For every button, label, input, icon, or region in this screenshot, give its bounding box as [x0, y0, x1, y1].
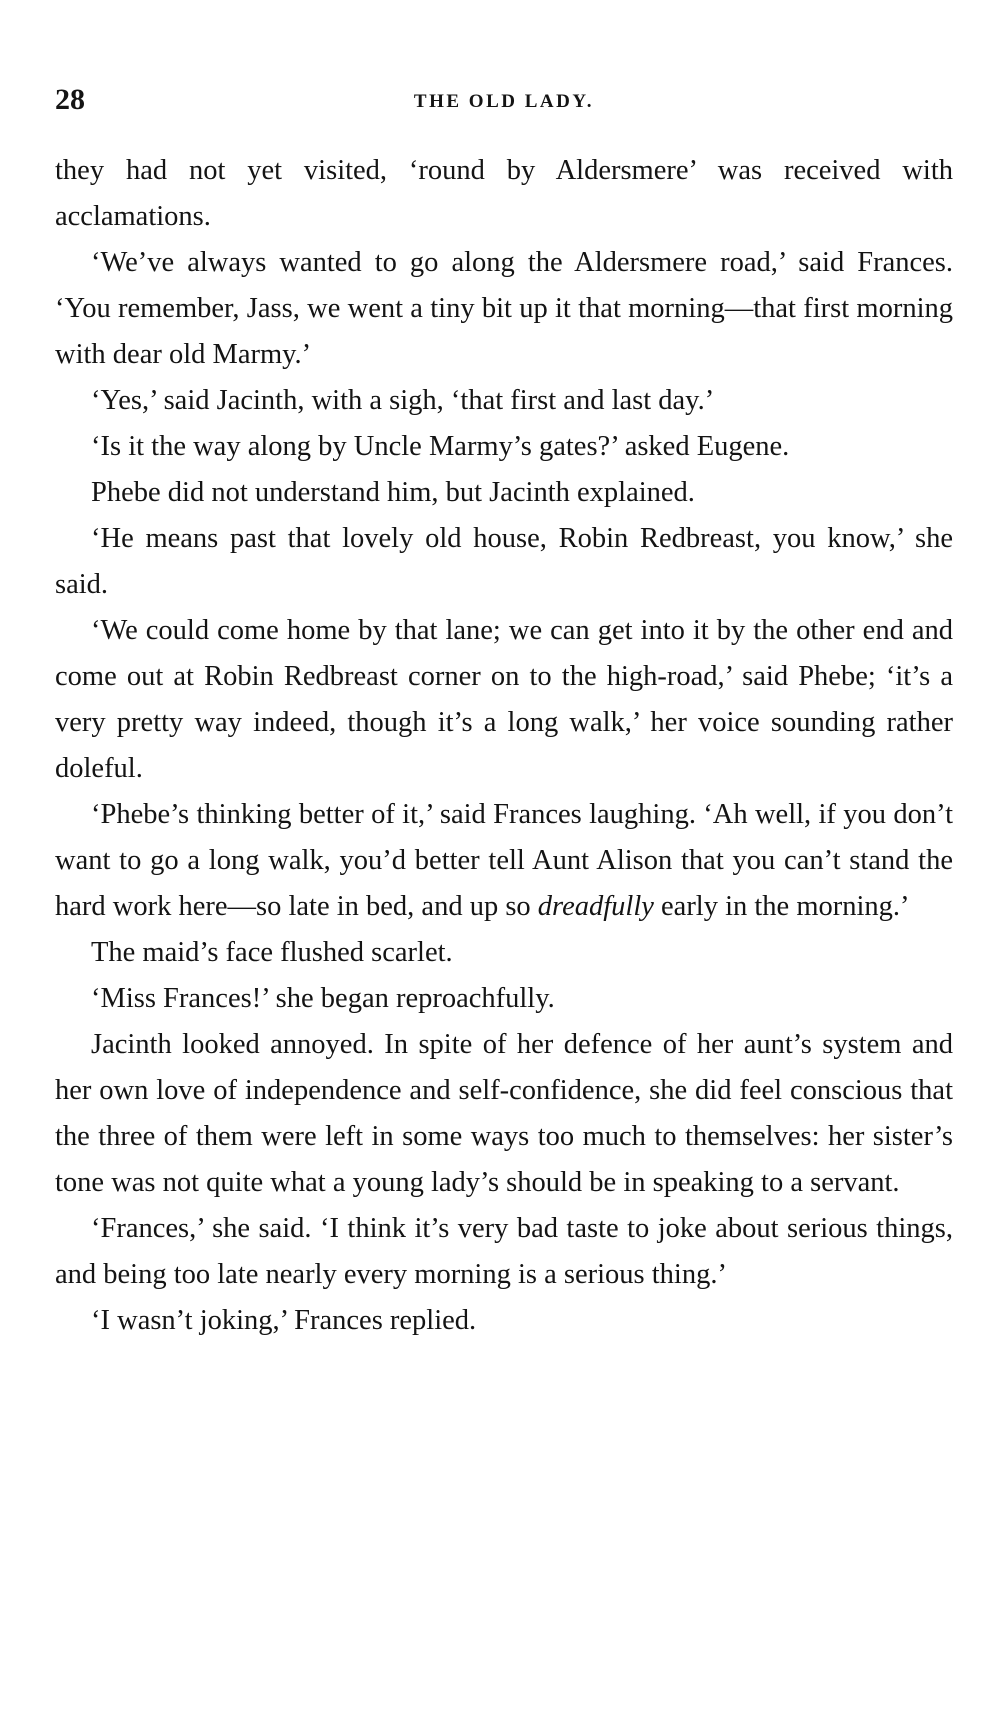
page-header — [55, 80, 953, 120]
running-head: THE OLD LADY. — [413, 91, 595, 112]
paragraph — [55, 424, 953, 470]
paragraph — [55, 470, 953, 516]
text-run: ‘We’ve always wanted to go along the Aldersmere road,’ said Frances. ‘You remember, Jass, we went a tiny bit up it that morning—that first morning with dear old Marmy.’ — [55, 247, 953, 370]
paragraph — [55, 1022, 953, 1206]
paragraph — [55, 240, 953, 378]
paragraph — [55, 976, 953, 1022]
paragraph — [55, 148, 953, 240]
text-run: ‘I wasn’t joking,’ Frances replied. — [91, 1305, 477, 1336]
text-run: ‘We could come home by that lane; we can get into it by the other end and come out at Robin Redbreast corner on to the high-road,’ said Phebe; ‘it’s a very pretty way indeed, though it’s a long walk,’ her voice sounding rather doleful. — [55, 615, 953, 784]
paragraph — [55, 378, 953, 424]
text-run: ‘Is it the way along by Uncle Marmy’s gates?’ asked Eugene. — [91, 431, 790, 462]
text-run: ‘He means past that lovely old house, Robin Redbreast, you know,’ she said. — [55, 523, 953, 600]
text-run: early in the morning.’ — [653, 891, 910, 922]
paragraph — [55, 1298, 953, 1344]
text-run: ‘Phebe’s thinking better of it,’ said Frances laughing. ‘Ah well, if you don’t want to go a long walk, you’d better tell Aunt Alison that you can’t stand the hard work here—so late in bed, and up so — [55, 799, 953, 922]
text-run: Phebe did not understand him, but Jacinth explained. — [91, 477, 695, 508]
paragraph — [55, 516, 953, 608]
text-run: they had not yet visited, ‘round by Aldersmere’ was received with acclamations. — [55, 155, 953, 232]
text-run: Jacinth looked annoyed. In spite of her defence of her aunt’s system and her own love of independence and self-confidence, she did feel conscious that the three of them were left in some ways too much to themselves: her sister’s tone was not quite what a young lady’s should be in speaking to a servant. — [55, 1029, 953, 1198]
page-number: 28 — [55, 83, 85, 116]
paragraph — [55, 930, 953, 976]
text-run: The maid’s face flushed scarlet. — [91, 937, 453, 968]
paragraph — [55, 1206, 953, 1298]
text-run: ‘Yes,’ said Jacinth, with a sigh, ‘that first and last day.’ — [91, 385, 715, 416]
body-text — [55, 148, 953, 1344]
text-run: ‘Frances,’ she said. ‘I think it’s very bad taste to joke about serious things, and being too late nearly every morning is a serious thing.’ — [55, 1213, 953, 1290]
italic-text: dreadfully — [537, 891, 654, 922]
paragraph — [55, 792, 953, 930]
text-run: ‘Miss Frances!’ she began reproachfully. — [91, 983, 555, 1014]
paragraph — [55, 608, 953, 792]
